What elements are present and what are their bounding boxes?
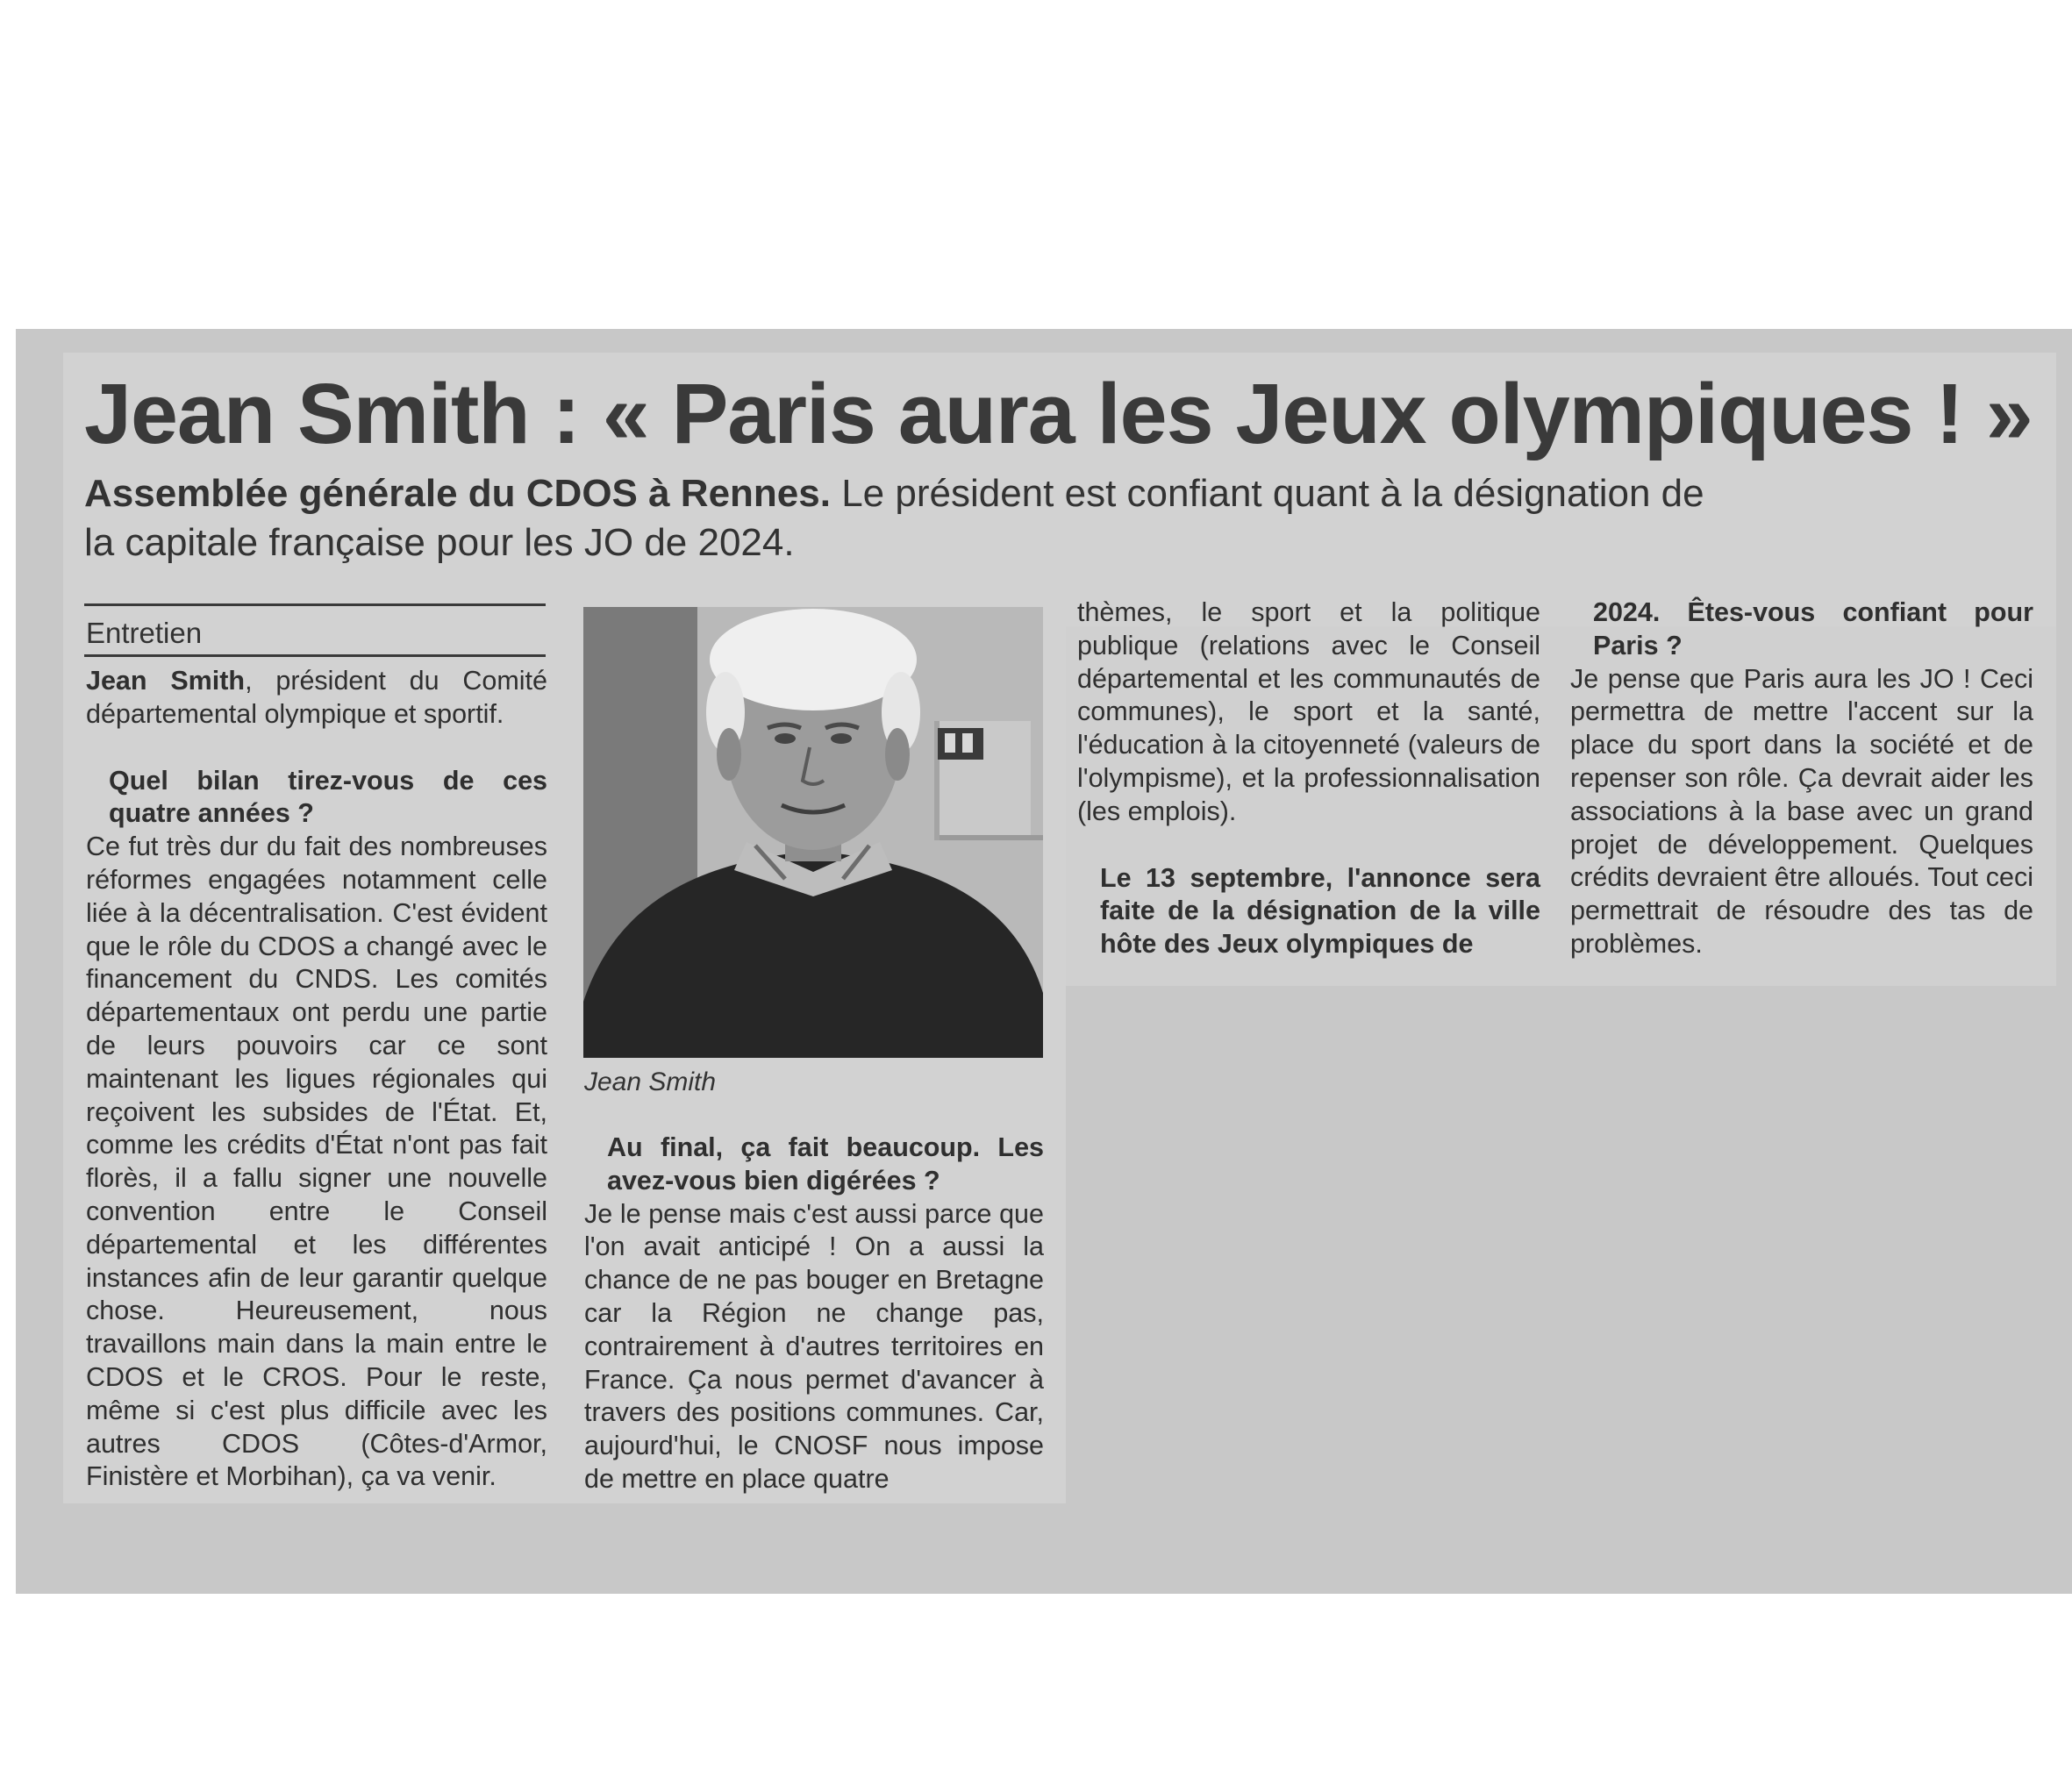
answer-2-end: thèmes, le sport et la politique publique (relations avec le Conseil départemental et les communautés de communes), le sport et la santé, l'éducation à la citoyenneté (valeurs de l'olympisme), et la professionnalisation (les emplois). — [1077, 597, 1540, 826]
answer-1: Ce fut très dur du fait des nombreuses réformes engagées notamment celle liée à la décentralisation. C'est évident que le rôle du CDOS a changé avec le financement du CNDS. Les comités départementaux ont perdu une partie de leurs pouvoirs car ce sont maintenant les ligues régionales qui reçoivent les subsides de l'État. Et, comme les crédits d'État n'ont pas fait florès, il a fallu signer une nouvelle convention entre le Conseil départemental et les différentes instances afin de leur garantir quelque chose. Heureusement, nous travaillons main dans la main entre le CDOS et le CROS. Pour le reste, même si c'est plus difficile avec les autres CDOS (Côtes-d'Armor, Finistère et Morbihan), ça va venir. — [86, 832, 547, 1492]
answer-2-start: Je le pense mais c'est aussi parce que l'on avait anticipé ! On a aussi la chance de ne pas bouger en Bretagne car la Région ne change pas, contrairement à d'autres territoires en France. Ça nous permet d'avancer à travers des positions communes. Car, aujourd'hui, le CNOSF nous impose de mettre en place quatre — [584, 1198, 1044, 1494]
intro-paragraph — [86, 665, 547, 732]
portrait-photo — [583, 607, 1043, 1058]
portrait-illustration — [583, 607, 1043, 1058]
deck-rest: Le président est confiant quant à la désignation de la capitale française pour les JO de 2024. — [84, 472, 1704, 564]
article-column-4 — [1570, 596, 2033, 961]
article-headline: Jean Smith : « Paris aura les Jeux olympiques ! » — [84, 366, 2033, 461]
article-deck — [84, 469, 1733, 568]
intro-rest: , président du Comité départemental olympique et sportif. — [86, 666, 547, 729]
question-3-start: Le 13 septembre, l'annonce sera faite de la désignation de la ville hôte des Jeux olympiques de — [1100, 862, 1540, 960]
question-1: Quel bilan tirez-vous de ces quatre années ? — [109, 765, 547, 829]
question-3-end: 2024. Êtes-vous confiant pour Paris ? — [1593, 597, 2033, 660]
deck-lead: Assemblée générale du CDOS à Rennes. — [84, 472, 831, 515]
article-column-1 — [86, 665, 547, 1494]
article-column-3 — [1077, 596, 1540, 961]
article-column-2 — [584, 1132, 1044, 1496]
answer-3: Je pense que Paris aura les JO ! Ceci permettra de mettre l'accent sur la place du sport dans la société et de repenser son rôle. Ça devrait aider les associations à la base avec un grand projet de développement. Quelques crédits devraient être alloués. Tout ceci permettrait de résoudre des tas de problèmes. — [1570, 663, 2033, 959]
intro-name: Jean Smith — [86, 666, 246, 696]
photo-caption: Jean Smith — [584, 1067, 717, 1096]
rubric-label: Entretien — [86, 617, 203, 649]
question-2: Au final, ça fait beaucoup. Les avez-vous bien digérées ? — [607, 1132, 1044, 1196]
rubric-rule-bottom — [84, 654, 546, 657]
rubric-rule-top — [84, 603, 546, 606]
